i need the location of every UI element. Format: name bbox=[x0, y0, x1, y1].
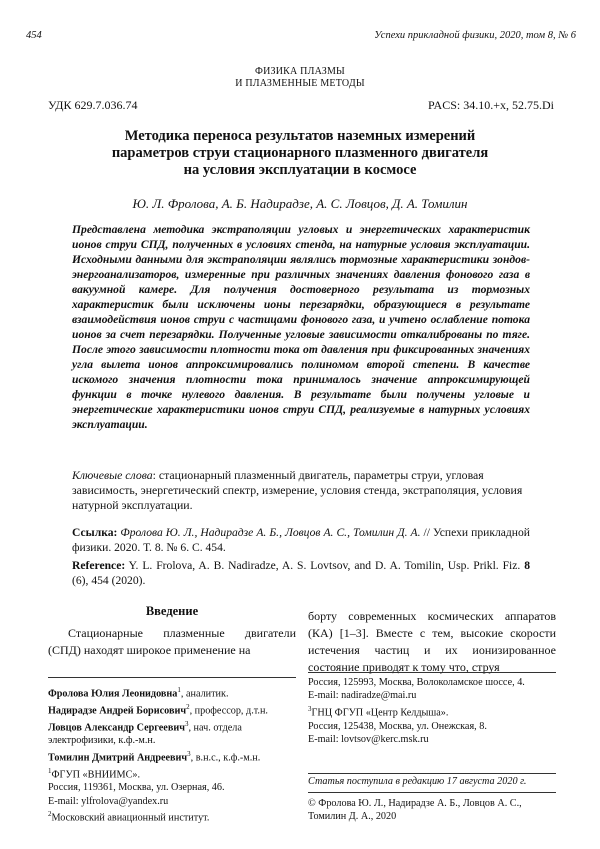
udk-code: УДК 629.7.036.74 bbox=[48, 98, 138, 112]
article-title bbox=[40, 128, 560, 179]
author-sup: 3 bbox=[187, 749, 191, 758]
citation-label: Ссылка: bbox=[72, 526, 118, 539]
intro-column-1 bbox=[48, 625, 296, 659]
institution-3-email: E-mail: lovtsov@kerc.msk.ru bbox=[308, 734, 429, 746]
reference-label: Reference: bbox=[72, 559, 126, 572]
author-sup: 2 bbox=[186, 702, 190, 711]
author-name: Фролова Юлия Леонидовна bbox=[48, 688, 178, 700]
citation-rest: // Успехи прикладной физики. 2020. Т. 8. № 6. С. 454. bbox=[72, 526, 531, 554]
reference-volume: 8 bbox=[524, 559, 531, 572]
institution-3-address: Россия, 125438, Москва, ул. Онежская, 8. bbox=[308, 720, 487, 732]
intro-column-2 bbox=[308, 608, 556, 676]
institution-3 bbox=[308, 703, 558, 720]
author-position: , нач. отдела электрофизики, к.ф.-м.н. bbox=[48, 721, 242, 747]
citation bbox=[72, 525, 530, 555]
institution-1 bbox=[48, 765, 298, 782]
institution-sup: 2 bbox=[48, 810, 52, 819]
affiliation-row bbox=[48, 684, 298, 701]
affiliation-row bbox=[48, 701, 298, 718]
author-position: , профессор, д.т.н. bbox=[189, 705, 268, 717]
author-affiliations-left bbox=[48, 684, 298, 825]
institution-1-address: Россия, 119361, Москва, ул. Озерная, 46. bbox=[48, 782, 225, 794]
author-position: , в.н.с., к.ф.-м.н. bbox=[190, 752, 261, 764]
title-line-2: параметров струи стационарного плазменного двигателя bbox=[111, 145, 489, 161]
institution-sup: 3 bbox=[308, 704, 312, 713]
citation-authors: Фролова Ю. Л., Надирадзе А. Б., Ловцов А. С., Томилин Д. А. bbox=[120, 526, 421, 539]
abstract: Представлена методика экстраполяции угловых и энергетических характеристик ионов струи СПД, полученных в условиях стенда, на натурные условия эксплуатации. Исходными данными для экстраполяции являлись тормозные характеристики зондов-энергоанализаторов, измеренные при различных значениях давления фонового газа в вакуумной камере. Для получения достоверного результата из тормозных характеристик были исключены ионы перезарядки, образующиеся в результате взаимодействия ионов струи с частицами фонового газа, и учтено ослабление потока ионов за счет перезарядки. Полученные угловые зависимости откалиброваны по тяге. После этого зависимости плотности тока от давления при фиксированных значениях угла вылета ионов аппроксимировались полиномом второй степени. В качестве искомого значения плотности тока принималось значение аппроксимирующей функции в точке нулевого давления. В результате были получены угловые и энергетические характеристики ионов струи СПД, реализуемые в натурных условиях эксплуатации. bbox=[72, 223, 530, 431]
footnote-rule-right bbox=[308, 672, 556, 673]
institution-name: Московский авиационный институт. bbox=[51, 812, 210, 824]
institution-name: ГНЦ ФГУП «Центр Келдыша». bbox=[311, 707, 449, 719]
author-list: Ю. Л. Фролова, А. Б. Надирадзе, А. С. Ловцов, Д. А. Томилин bbox=[132, 196, 468, 211]
author-position: , аналитик. bbox=[180, 688, 229, 700]
affiliation-row bbox=[48, 718, 298, 748]
title-line-1: Методика переноса результатов наземных измерений bbox=[124, 128, 476, 144]
author-name: Ловцов Александр Сергеевич bbox=[48, 721, 185, 733]
received-date: Статья поступила в редакцию 17 августа 2020 г. bbox=[308, 776, 527, 787]
institution-sup: 1 bbox=[48, 766, 52, 775]
institution-2-address: Россия, 125993, Москва, Волоколамское шоссе, 4. bbox=[308, 677, 525, 688]
institution-1-email: E-mail: ylfrolova@yandex.ru bbox=[48, 795, 169, 807]
title-line-3: на условия эксплуатации в космосе bbox=[183, 162, 417, 178]
section-heading bbox=[0, 66, 600, 90]
author-affiliations-right bbox=[308, 676, 558, 746]
copyright: © Фролова Ю. Л., Надирадзе А. Б., Ловцов А. С., Томилин Д. А., 2020 bbox=[308, 798, 522, 823]
institution-2-email: E-mail: nadiradze@mai.ru bbox=[308, 690, 417, 702]
received-rule-bottom bbox=[308, 792, 556, 793]
reference-tail: (6), 454 (2020). bbox=[72, 574, 146, 587]
section-line-2: И ПЛАЗМЕННЫЕ МЕТОДЫ bbox=[235, 78, 365, 89]
author-name: Надирадзе Андрей Борисович bbox=[48, 705, 187, 717]
author-sup: 3 bbox=[184, 719, 189, 728]
footnote-rule-left bbox=[48, 677, 296, 678]
pacs-code: PACS: 34.10.+x, 52.75.Di bbox=[427, 98, 554, 112]
keywords bbox=[72, 468, 530, 513]
institution-2 bbox=[48, 808, 298, 825]
affiliation-row bbox=[48, 748, 298, 765]
keywords-label: Ключевые слова bbox=[72, 468, 153, 482]
reference-text: Y. L. Frolova, A. B. Nadiradze, A. S. Lovtsov, and D. A. Tomilin, Usp. Prikl. Fiz. bbox=[125, 559, 521, 572]
keywords-text: : стационарный плазменный двигатель, параметры струи, угловая зависимость, энергетический спектр, измерение, условия стенда, экстраполяция, условия натурной эксплуатации. bbox=[72, 468, 523, 512]
intro-paragraph-1: Стационарные плазменные двигатели (СПД) находят широкое применение на bbox=[48, 626, 296, 657]
author-sup: 1 bbox=[177, 686, 181, 694]
page-number: 454 bbox=[26, 30, 42, 41]
running-header: Успехи прикладной физики, 2020, том 8, № 6 bbox=[374, 30, 576, 41]
reference bbox=[72, 558, 530, 588]
intro-paragraph-2: борту современных космических аппаратов (КА) [1–3]. Вместе с тем, высокие скорости истечения частиц и их ионизированное состояние приводят к тому что, струя bbox=[308, 609, 556, 674]
intro-heading: Введение bbox=[145, 604, 199, 618]
author-name: Томилин Дмитрий Андреевич bbox=[48, 752, 188, 764]
section-line-1: ФИЗИКА ПЛАЗМЫ bbox=[255, 66, 345, 77]
received-rule-top bbox=[308, 773, 556, 774]
institution-name: ФГУП «ВНИИМС». bbox=[51, 768, 141, 780]
